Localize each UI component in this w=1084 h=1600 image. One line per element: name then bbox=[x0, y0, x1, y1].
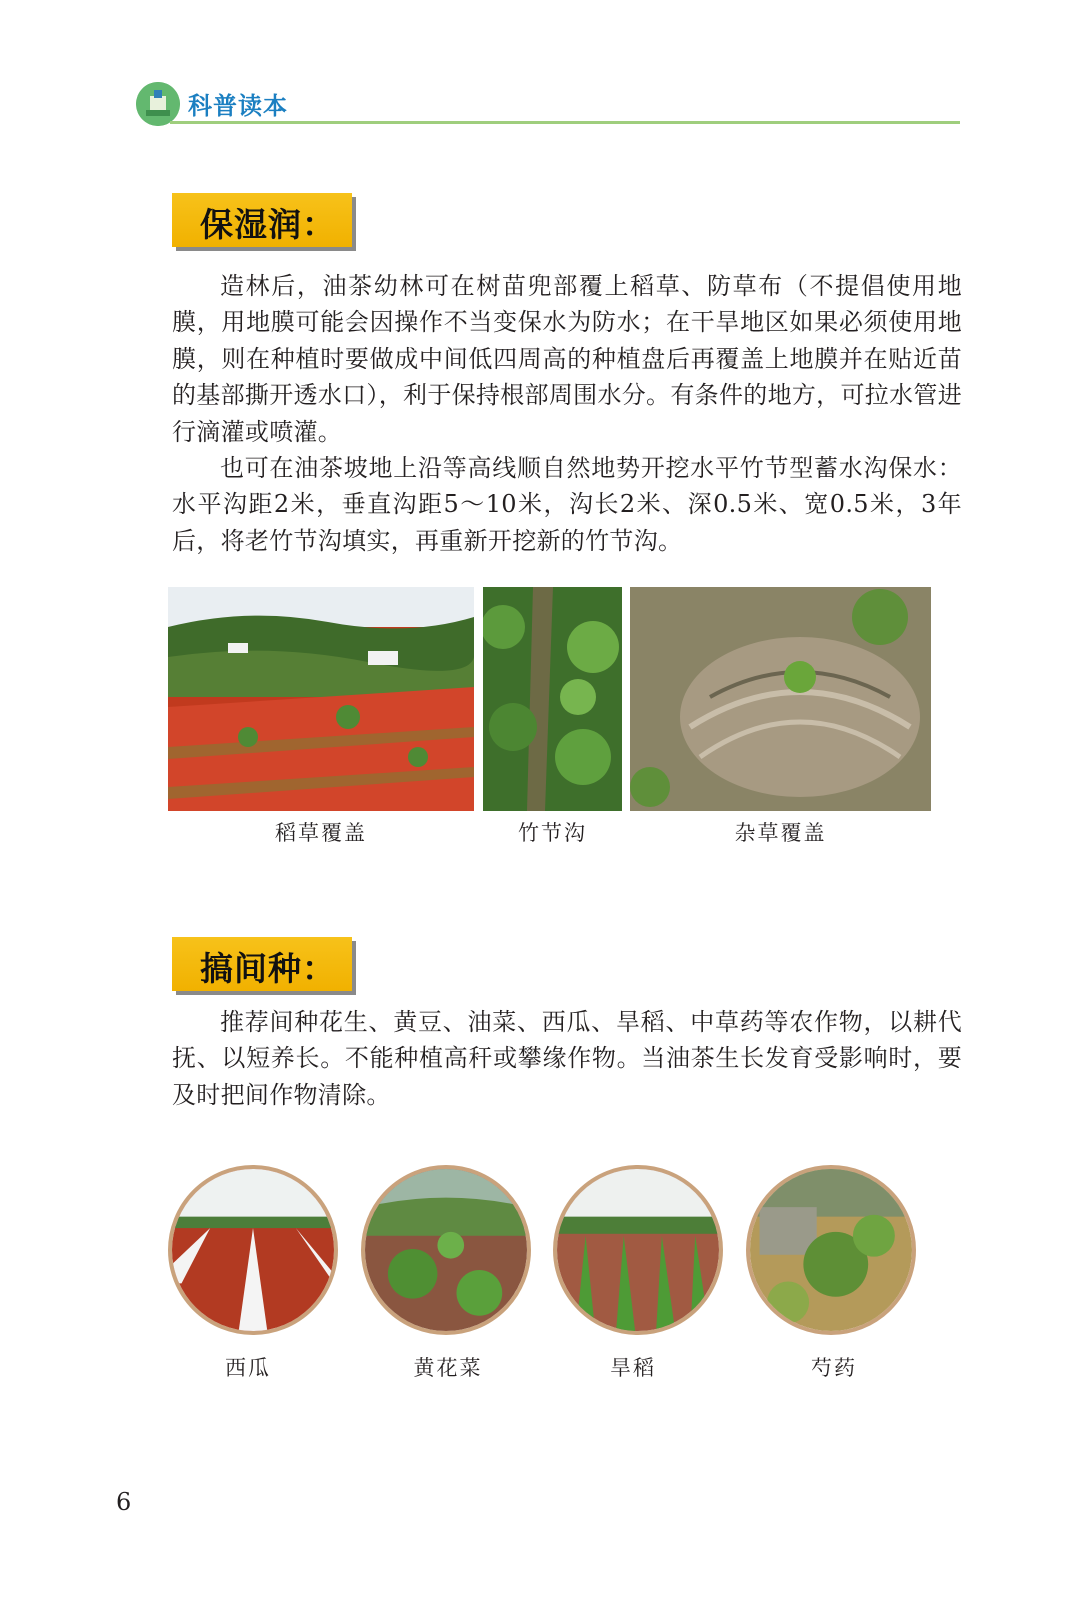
weed-mulch-photo bbox=[630, 587, 931, 811]
book-logo-icon bbox=[136, 82, 180, 126]
photo-caption: 西瓜 bbox=[225, 1356, 271, 1380]
photo-caption: 旱稻 bbox=[610, 1356, 656, 1380]
page-header bbox=[0, 0, 1084, 140]
photo-caption: 稻草覆盖 bbox=[275, 821, 367, 845]
upland-rice-photo bbox=[553, 1165, 723, 1335]
paragraph: 也可在油茶坡地上沿等高线顺自然地势开挖水平竹节型蓄水沟保水：水平沟距2米，垂直沟距5～10米，沟长2米、深0.5米、宽0.5米，3年后，将老竹节沟填实，再重新开挖新的竹节沟。 bbox=[172, 454, 962, 555]
section1-body bbox=[172, 268, 962, 559]
header-divider bbox=[170, 121, 960, 124]
section2-body bbox=[172, 1004, 962, 1113]
photo-caption: 竹节沟 bbox=[518, 821, 587, 845]
bamboo-ditch-photo bbox=[483, 587, 622, 811]
paragraph: 推荐间种花生、黄豆、油菜、西瓜、旱稻、中草药等农作物，以耕代抚、以短养长。不能种植高秆或攀缘作物。当油茶生长发育受影响时，要及时把间作物清除。 bbox=[172, 1008, 962, 1109]
watermelon-photo bbox=[168, 1165, 338, 1335]
header-title: 科普读本 bbox=[188, 92, 288, 120]
section-heading-moisture bbox=[172, 193, 352, 247]
section-heading-text: 保湿润： bbox=[200, 205, 336, 244]
photo-caption: 芍药 bbox=[811, 1356, 857, 1380]
peony-photo bbox=[746, 1165, 916, 1335]
section-heading-text: 搞间种： bbox=[200, 949, 336, 988]
daylily-photo bbox=[361, 1165, 531, 1335]
straw-mulch-photo bbox=[168, 587, 474, 811]
section-heading-intercrop bbox=[172, 937, 352, 991]
photo-caption: 黄花菜 bbox=[413, 1356, 483, 1380]
paragraph: 造林后，油茶幼林可在树苗兜部覆上稻草、防草布（不提倡使用地膜，用地膜可能会因操作不当变保水为防水；在干旱地区如果必须使用地膜，则在种植时要做成中间低四周高的种植盘后再覆盖上地膜并在贴近苗的基部撕开透水口），利于保持根部周围水分。有条件的地方，可拉水管进行滴灌或喷灌。 bbox=[172, 272, 962, 446]
page-number: 6 bbox=[116, 1488, 132, 1516]
photo-caption: 杂草覆盖 bbox=[734, 821, 827, 845]
